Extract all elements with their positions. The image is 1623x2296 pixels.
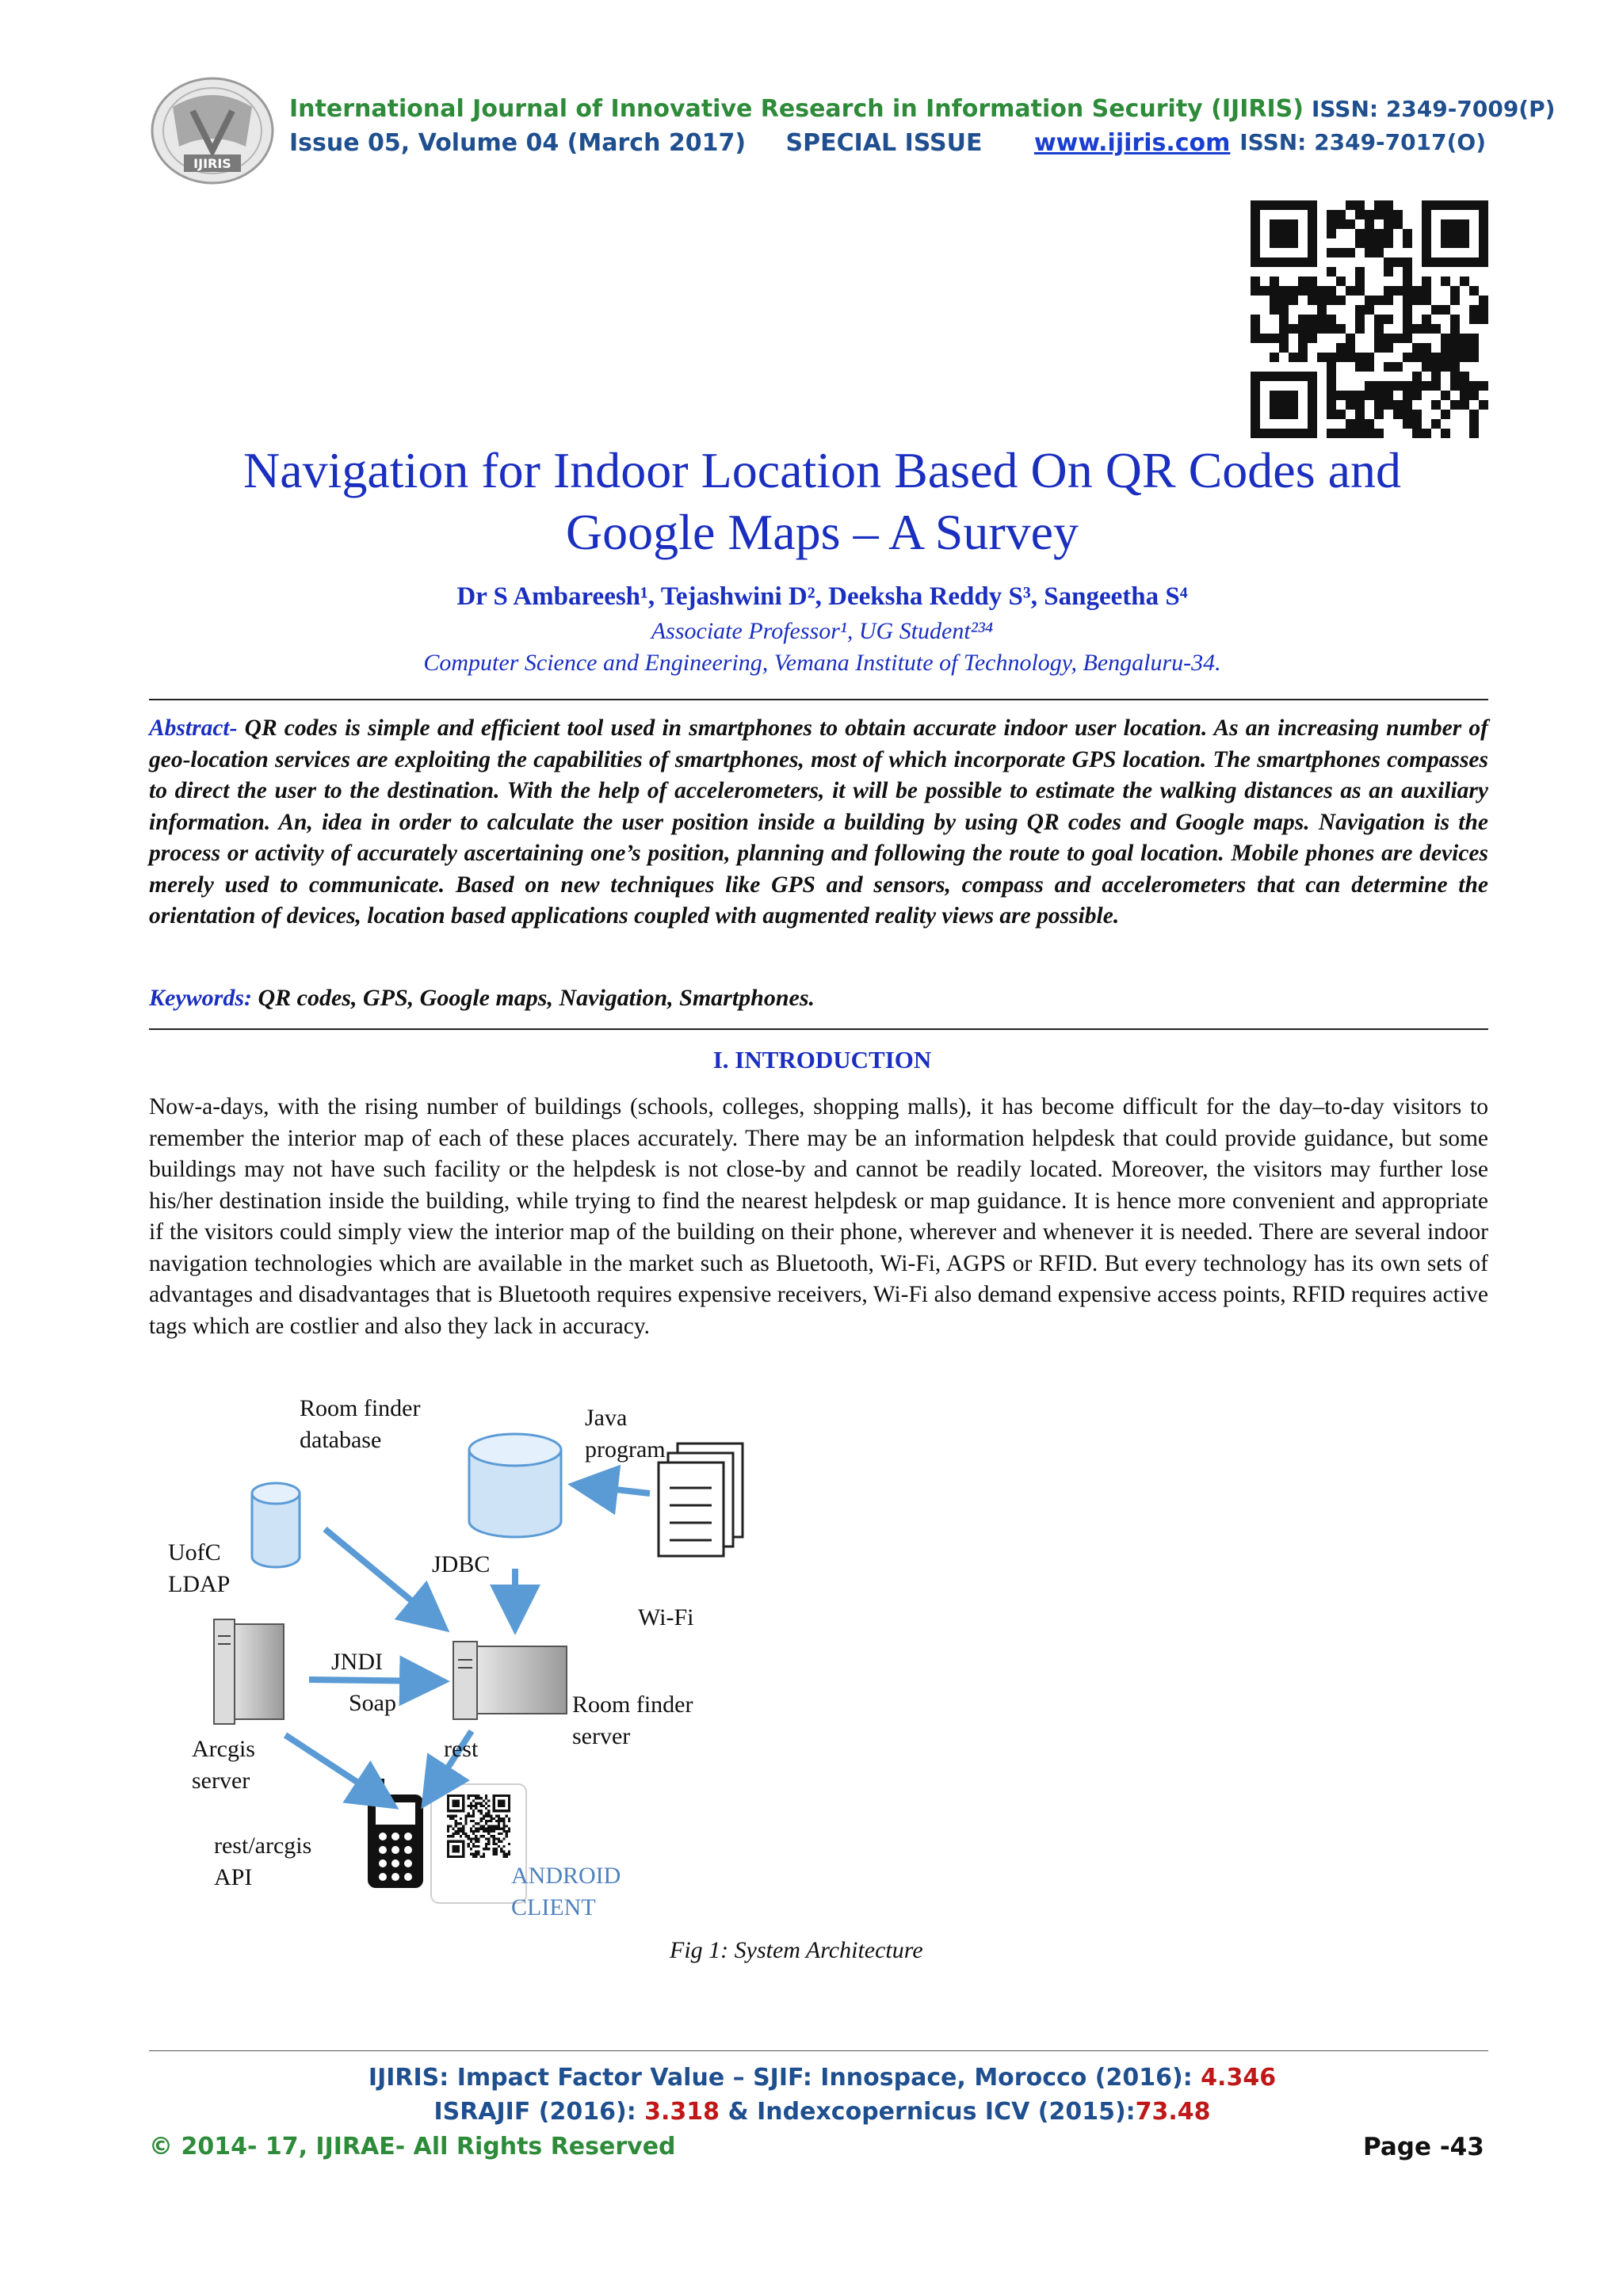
label-android-1: ANDROID [511,1863,621,1889]
title-line-1: Navigation for Indoor Location Based On QR Codes and [242,442,1402,498]
label-android-2: CLIENT [511,1894,596,1920]
israjif-line [119,2098,1526,2126]
label-room-server-1: Room finder [572,1691,693,1718]
affiliation: Computer Science and Engineering, Vemana Institute of Technology, Bengaluru-34. [423,650,1221,676]
designation: Associate Professor¹, UG Student²³⁴ [651,618,994,644]
figure-caption: Fig 1: System Architecture [670,1937,923,1963]
israjif-value: 3.318 [644,2098,720,2126]
label-room-server-2: server [572,1723,631,1749]
website-link[interactable]: www.ijiris.com [1033,129,1231,157]
label-arcgis-1: Arcgis [192,1736,255,1762]
label-java-2: program [585,1436,666,1463]
impact-factor-line [119,2064,1526,2092]
abstract-text: QR codes is simple and efficient tool used in smartphones to obtain accurate indoor user location. As an increasing number of geo-location services are exploiting the capabilities of smartphones, most of which incorporate GPS location. The smartphones compasses to direct the user to the destination. With the help of accelerometers, it will be possible to estimate the walking distances as an auxiliary information. An, idea in order to calculate the user position inside a building by using QR codes and Google maps. Navigation is the process or activity of accurately ascertaining one’s position, planning and following the route to goal location. Mobile phones are devices merely used to communicate. Based on new techniques like GPS and sensors, compass and accelerometers that can determine the orientation of devices, location based applications coupled with augmented reality views are possible. [149,715,1489,929]
room-finder-server-icon [453,1642,567,1719]
label-rest-arcgis-2: API [214,1864,253,1890]
issn-online: ISSN: 2349-7017(O) [1239,129,1486,155]
israjif-prefix: ISRAJIF (2016): [433,2098,645,2126]
issue-info: Issue 05, Volume 04 (March 2017) [289,129,747,157]
qr-code-icon [1251,200,1488,438]
ldap-cylinder-icon [252,1483,300,1567]
label-rest: rest [444,1736,479,1762]
icv-value: 73.48 [1135,2098,1211,2126]
system-architecture-figure [158,1394,761,1941]
label-room-finder-db-1: Room finder [300,1395,421,1421]
arcgis-server-icon [214,1619,284,1724]
page-number: Page -43 [1363,2133,1484,2161]
arrow-ldap-to-server [325,1529,440,1624]
footer-divider [149,2050,1488,2051]
arrow-java-to-db [580,1486,650,1493]
impact-value: 4.346 [1201,2064,1277,2092]
authors: Dr S Ambareesh¹, Tejashwini D², Deeksha Reddy S³, Sangeetha S⁴ [456,582,1188,611]
journal-name [289,95,1555,123]
java-program-icon [659,1444,743,1556]
logo-text: IJIRIS [193,156,231,171]
arrow-arcgis-to-phone [285,1735,388,1802]
keywords [149,985,1488,1012]
keywords-label: Keywords: [149,985,252,1011]
abstract-label: Abstract- [149,715,238,741]
database-cylinder-icon [469,1434,561,1537]
label-wifi: Wi-Fi [638,1604,694,1630]
divider-keywords [149,1028,1488,1030]
section-heading: I. INTRODUCTION [712,1046,932,1074]
label-jndi: JNDI [331,1649,383,1675]
icv-prefix: & Indexcopernicus ICV (2015): [720,2098,1136,2126]
impact-prefix: IJIRIS: Impact Factor Value – SJIF: Innospace, Morocco (2016): [368,2064,1201,2092]
arrow-arcgis-to-server [309,1680,437,1681]
divider-top [149,699,1488,700]
journal-title: International Journal of Innovative Research in Information Security (IJIRIS) [289,95,1304,123]
label-room-finder-db-2: database [300,1427,382,1453]
keywords-text: QR codes, GPS, Google maps, Navigation, Smartphones. [258,985,815,1011]
label-soap: Soap [349,1690,396,1716]
issn-print: ISSN: 2349-7009(P) [1311,96,1556,122]
label-rest-arcgis-1: rest/arcgis [214,1833,312,1859]
copyright: © 2014- 17, IJIRAE- All Rights Reserved [149,2133,676,2161]
title-line-2: Google Maps – A Survey [565,504,1079,560]
issue-line [289,129,1486,157]
label-uofc-1: UofC [168,1539,221,1566]
label-uofc-2: LDAP [168,1571,231,1597]
section-body: Now-a-days, with the rising number of buildings (schools, colleges, shopping malls), it has become difficult for the day–to-day visitors to remember the interior map of each of these places accurately. There may be an information helpdesk that could provide guidance, but some buildings may not have such facility or the helpdesk is not close-by and cannot be readily located. Moreover, the visitors may further lose his/her destination inside the building, while trying to find the nearest helpdesk or map guidance. It is hence more convenient and appropriate if the visitors could simply view the interior map of the building on their phone, wherever and whenever it is needed. There are several indoor navigation technologies which are available in the market such as Bluetooth, Wi-Fi, AGPS or RFID. But every technology has its own sets of advantages and disadvantages that is Bluetooth requires expensive receivers, Wi-Fi also demand expensive access points, RFID requires active tags which are costlier and also they lack in accuracy. [149,1094,1488,1339]
label-jdbc: JDBC [432,1551,491,1577]
paper-title [119,440,1526,563]
label-arcgis-2: server [192,1768,250,1794]
label-java-1: Java [585,1405,628,1431]
journal-logo [149,75,276,186]
abstract [149,713,1488,933]
special-issue: SPECIAL ISSUE [785,129,983,157]
